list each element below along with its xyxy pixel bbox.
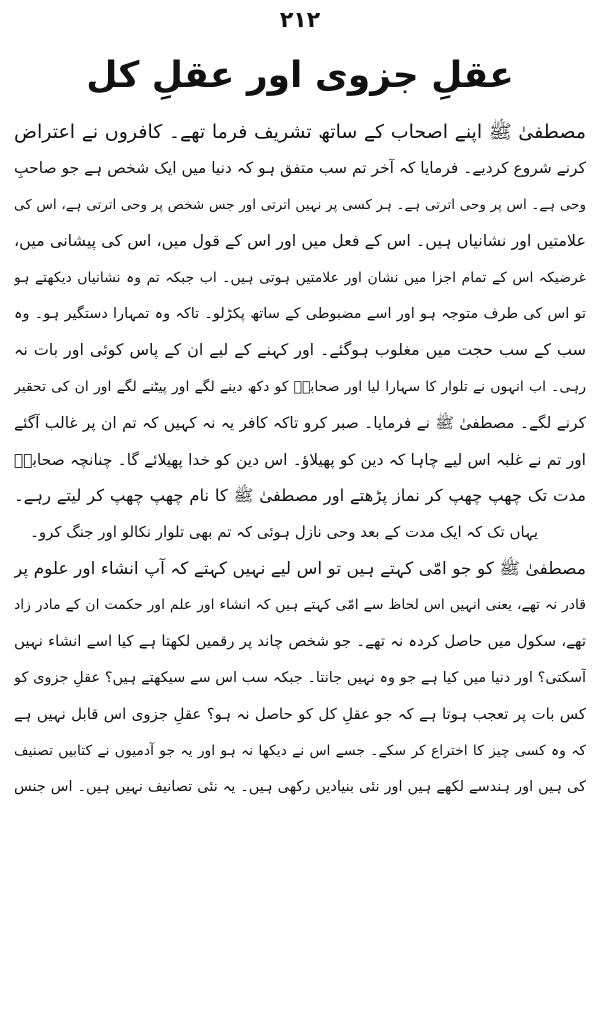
page-number: ۲۱۲ [279,8,321,33]
body-text [14,114,586,805]
text-line: کرنے لگے۔ مصطفیٰ ﷺ نے فرمایا۔ صبر کرو تاکہ کافر یہ نہ کہیں کہ تم ان پر غالب آگئے [14,414,586,433]
text-line: کی ہیں اور ہندسے لکھے ہیں اور نئی بنیادیں رکھی ہیں۔ یہ نئی تصانیف نہیں ہیں۔ اس جنس [14,779,586,796]
text-line: وحی ہے۔ اس پر وحی اترتی ہے۔ ہر کسی پر نہیں اترتی اور جس شخص پر وحی اترتی ہے، اس کی [14,196,586,213]
text-line: کرنے شروع کردیے۔ فرمایا کہ آخر تم سب متفق ہو کہ دنیا میں ایک شخص ہے جو صاحبِ [14,159,586,178]
text-line: تھے، سکول میں حاصل کردہ نہ تھے۔ جو شخص چاند پر رقمیں لکھتا ہے کیا اسے انشاء نہیں [14,632,586,651]
text-line: یہاں تک کہ ایک مدت کے بعد وحی نازل ہوئی کہ تم بھی تلوار نکالو اور جنگ کرو۔ [30,523,538,542]
text-line: آسکتی؟ اور دنیا میں کیا ہے جو وہ نہیں جانتا۔ جبکہ سب اس سے سیکھتے ہیں؟ عقلِ جزوی کو [14,669,586,686]
text-line: تو اس کی طرف متوجہ ہو اور اسے مضبوطی کے ساتھ پکڑلو۔ تاکہ وہ تمہارا دستگیر ہو۔ وہ [14,305,586,322]
text-line: غرضیکہ اس کے تمام اجزا میں نشان اور علامتیں ہوتی ہیں۔ اب جبکہ تم وہ نشانیاں دیکھتے ہو [14,269,586,286]
text-line: مصطفیٰ ﷺ اپنے اصحاب کے ساتھ تشریف فرما تھے۔ کافروں نے اعتراض [14,121,586,143]
text-line: کس بات پر تعجب ہوتا ہے کہ جو عقلِ کل کو حاصل نہ ہو؟ عقلِ جزوی اس قابل نہیں ہے [14,705,586,724]
text-line: قادر نہ تھے، یعنی انہیں اس لحاظ سے امّی کہتے ہیں کہ انشاء اور علم اور حکمت ان کے مادر زاد [14,597,586,614]
text-line: رہی۔ اب انہوں نے تلوار کا سہارا لیا اور صحابہؓ کو دکھ دینے لگے اور پیٹنے لگے اور ان کی تحقیر [14,378,586,395]
text-line: کہ وہ کسی چیز کا اختراع کر سکے۔ جسے اس نے دیکھا نہ ہو اور یہ جو آدمیوں نے کتابیں تصنیف [14,742,586,759]
text-line: مصطفیٰ ﷺ کو جو امّی کہتے ہیں تو اس لیے نہیں کہتے کہ آپ انشاء اور علوم پر [14,558,586,579]
text-line: اور تم نے غلبہ اس لیے چاہا کہ دین کو پھیلاؤ۔ اس دین کو خدا پھیلائے گا۔ چنانچہ صحابہؓ [14,450,586,469]
text-line: علامتیں اور نشانیاں ہیں۔ اس کے فعل میں اور اس کے قول میں، اس کی پیشانی میں، [14,231,586,251]
text-line: سب کے سب حجت میں مغلوب ہوگئے۔ اور کہنے کے لیے ان کے پاس کوئی اور بات نہ [14,340,586,360]
text-line: مدت تک چھپ چھپ کر نماز پڑھتے اور مصطفیٰ ﷺ کا نام چھپ چھپ کر لیتے رہے۔ [14,485,586,505]
chapter-title: عقلِ جزوی اور عقلِ کل [86,55,514,96]
